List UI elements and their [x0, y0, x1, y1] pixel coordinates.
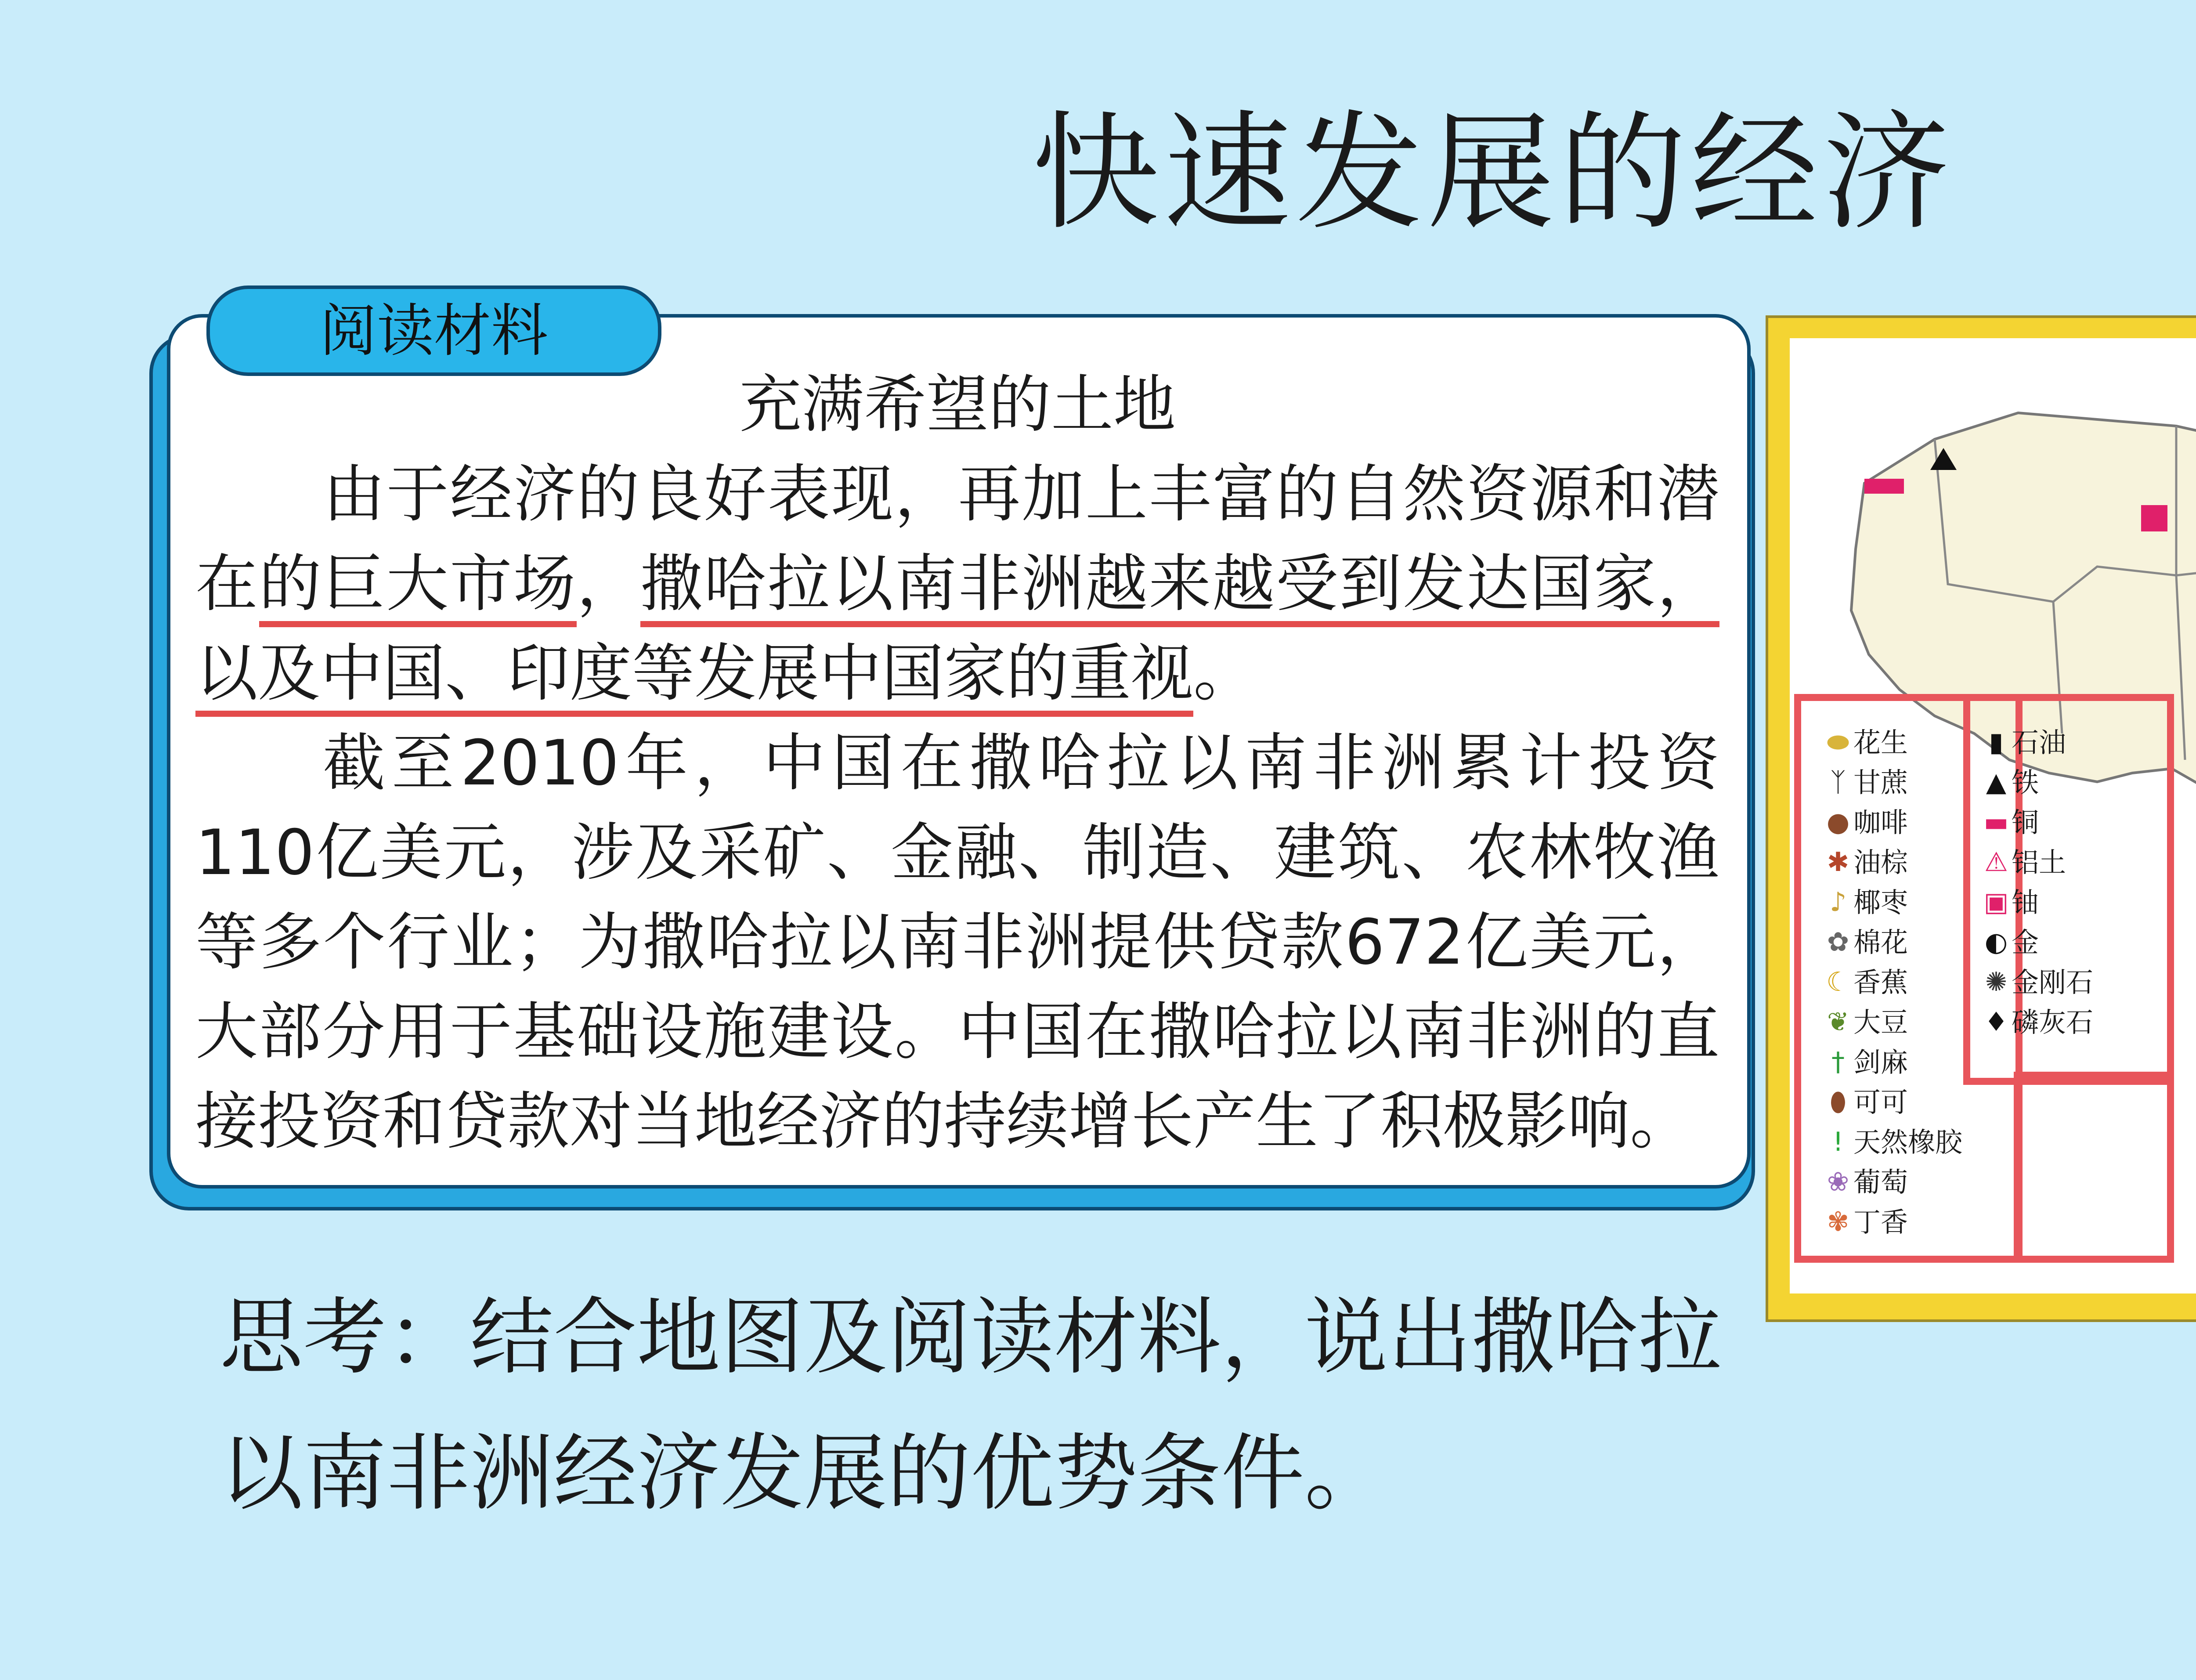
legend-crop-label: 葡萄	[1853, 1166, 1908, 1198]
legend-mineral-label: 金	[2012, 926, 2039, 958]
legend-crop-label: 丁香	[1853, 1206, 1908, 1238]
legend-crop-label: 可可	[1853, 1086, 1908, 1118]
legend-mineral-label: 铀	[2012, 886, 2039, 918]
reading-text	[195, 360, 1719, 1167]
legend-crop-item	[1823, 1082, 1962, 1122]
reading-paragraph-1	[195, 450, 1719, 719]
oil-icon: ▮	[1989, 727, 2004, 758]
legend-mineral-label: 金刚石	[2012, 966, 2094, 998]
grape-icon: ❀	[1827, 1167, 1849, 1197]
legend-crop-item	[1823, 802, 1962, 842]
legend-mineral-label: 铁	[2012, 766, 2039, 798]
p1-text-b: ，	[577, 548, 640, 620]
p1-underline-2: 撒哈拉以南非洲越来越受到发达国家，以及中国、印度等发展中国家的重视	[195, 548, 1719, 717]
legend-crop-item	[1823, 1002, 1962, 1042]
sugarcane-icon: ᛉ	[1830, 767, 1846, 798]
legend-crop-item	[1823, 842, 1962, 882]
legend-crop-label: 天然橡胶	[1853, 1126, 1963, 1158]
gold-icon: ◐	[1984, 927, 2008, 957]
legend-mineral-label: 铜	[2012, 806, 2039, 838]
legend-crop-item	[1823, 1122, 1962, 1162]
legend-crop-label: 油棕	[1853, 846, 1908, 878]
legend-minerals	[1981, 723, 2093, 1042]
peanut-icon: ⬬	[1827, 727, 1849, 758]
p1-text-c: 。	[1193, 637, 1256, 710]
banana-icon: ☾	[1826, 967, 1850, 997]
legend-crop-label: 咖啡	[1853, 806, 1908, 838]
legend-crop-item	[1823, 882, 1962, 922]
cocoa-icon: ⬮	[1830, 1087, 1846, 1117]
reading-paragraph-2: 截至2010年，中国在撒哈拉以南非洲累计投资110亿美元，涉及采矿、金融、制造、建筑、农林牧渔等多个行业；为撒哈拉以南非洲提供贷款672亿美元，大部分用于基础设施建设。中国在撒哈拉以南非洲的直接投资和贷款对当地经济的持续增长产生了积极影响。	[195, 727, 1719, 1158]
legend-mineral-item	[1981, 762, 2093, 802]
legend-mineral-item	[1981, 842, 2093, 882]
copper-symbol	[1864, 479, 1904, 494]
legend-crop-item	[1823, 1162, 1962, 1202]
clove-icon: ✾	[1827, 1207, 1849, 1237]
diamond-icon: ✺	[1985, 967, 2008, 997]
legend-mineral-item	[1981, 882, 2093, 922]
bauxite-icon: ⚠	[1984, 847, 2008, 878]
rubber-icon: !	[1832, 1127, 1844, 1157]
legend-mineral-item	[1981, 1002, 2093, 1042]
legend-mineral-label: 铝土	[2012, 846, 2066, 878]
page-title: 快速发展的经济	[1032, 99, 1954, 247]
legend-empty-box	[2014, 1072, 2174, 1263]
cotton-icon: ✿	[1827, 927, 1849, 957]
legend-mineral-item	[1981, 922, 2093, 962]
legend-crop-label: 花生	[1853, 726, 1908, 759]
legend-mineral-item	[1981, 962, 2093, 1002]
legend-crop-item	[1823, 922, 1962, 962]
coffee-icon: ●	[1826, 807, 1850, 838]
p1-text-a: 由于经济的良好表现，再加上丰富的自然资源和潜在	[195, 458, 1719, 620]
legend-crop-label: 剑麻	[1853, 1046, 1908, 1078]
legend-crops	[1823, 723, 1962, 1242]
reading-subtitle: 充满希望的土地	[739, 369, 1176, 441]
legend-crop-item	[1823, 962, 1962, 1002]
iron-icon: ▲	[1986, 767, 2007, 798]
thinking-question: 思考：结合地图及阅读材料，说出撒哈拉以南非洲经济发展的优势条件。	[220, 1289, 1722, 1522]
date-palm-icon: ♪	[1829, 887, 1847, 918]
copper-icon: ▬	[1983, 807, 2009, 838]
phosphate-icon: ♦	[1984, 1007, 2008, 1037]
uranium-symbol	[2141, 505, 2167, 531]
legend-mineral-item	[1981, 723, 2093, 762]
legend-crop-label: 大豆	[1853, 1006, 1908, 1038]
legend-crop-item	[1823, 762, 1962, 802]
soybean-icon: ❦	[1827, 1007, 1849, 1037]
sisal-icon: †	[1831, 1047, 1845, 1077]
legend-crop-label: 甘蔗	[1853, 766, 1908, 798]
legend-mineral-label: 磷灰石	[2012, 1006, 2094, 1038]
legend-mineral-label: 石油	[2012, 726, 2066, 759]
uranium-icon: ▣	[1983, 887, 2009, 918]
legend-crop-item	[1823, 1202, 1962, 1242]
oil-palm-icon: ✱	[1827, 847, 1849, 878]
legend-crop-label: 椰枣	[1853, 886, 1908, 918]
legend-crop-label: 棉花	[1853, 926, 1908, 958]
p1-underline-1: 的巨大市场	[259, 548, 577, 627]
legend-mineral-item	[1981, 802, 2093, 842]
legend-crop-item	[1823, 1042, 1962, 1082]
reading-tab: 阅读材料	[206, 285, 661, 376]
legend-crop-label: 香蕉	[1853, 966, 1908, 998]
legend-crop-item	[1823, 723, 1962, 762]
